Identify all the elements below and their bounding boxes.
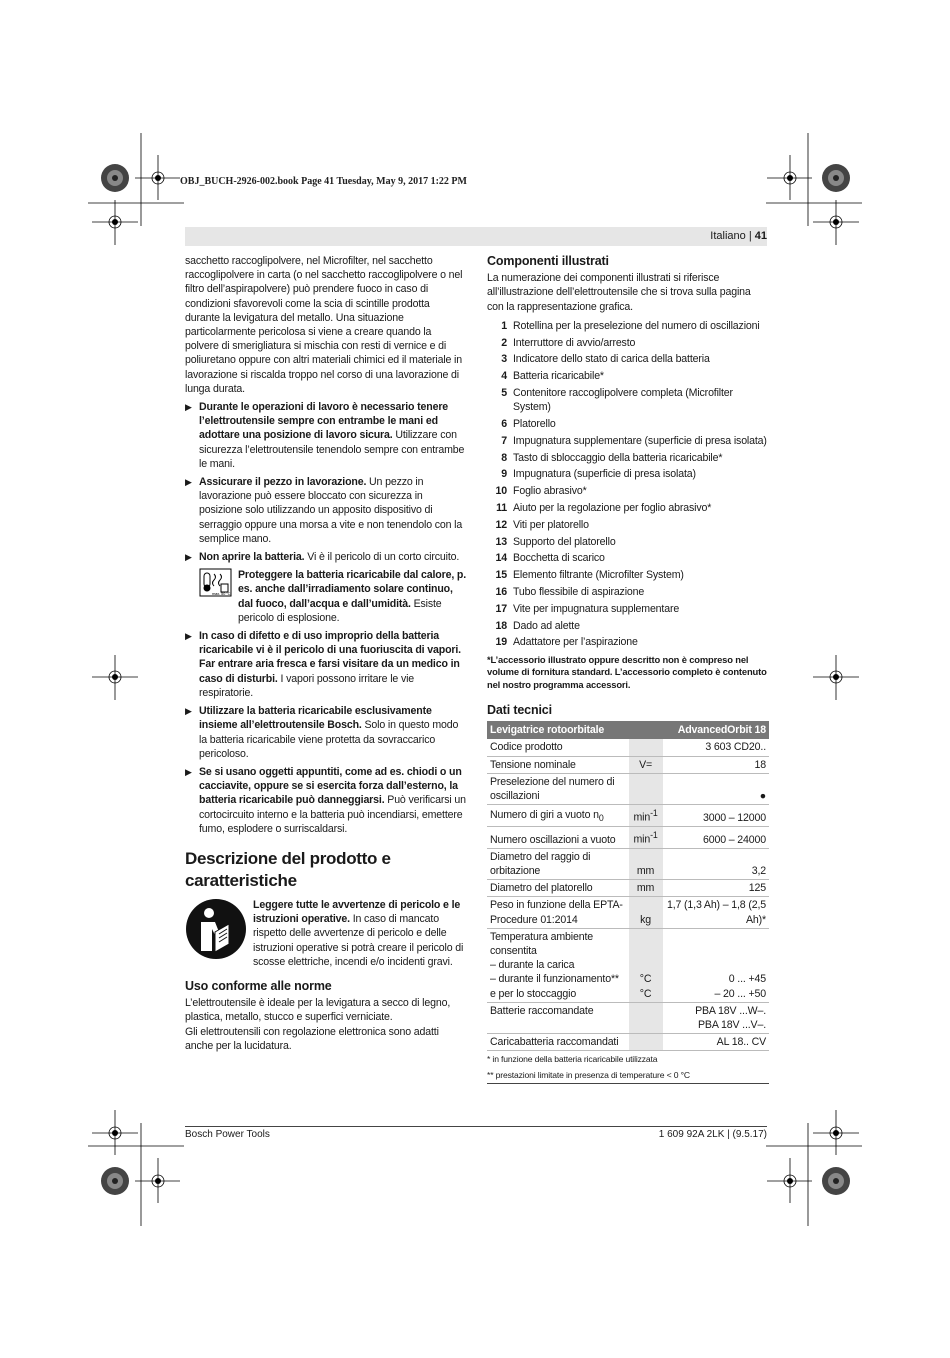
list-item: 12 Viti per platorello	[495, 518, 589, 531]
list-item: 3 Indicatore dello stato di carica della batteria	[501, 353, 710, 366]
tech-data-table	[487, 721, 769, 1051]
list-item: 5 Contenitore raccoglipolvere completa (Microfilter System)	[501, 387, 733, 414]
table-row: Codice prodotto 3 603 CD20..	[487, 739, 769, 756]
intended-use-title: Uso conforme alle norme	[185, 978, 332, 993]
list-item: 18 Dado ad alette	[495, 619, 580, 632]
table-row: Preselezione del numero di oscillazioni ●	[487, 773, 769, 804]
page-number: 41	[754, 230, 767, 242]
list-item: 14 Bocchetta di scarico	[495, 552, 605, 565]
warning-item: ▶ Utilizzare la batteria ricaricabile esclusivamente insieme all’elettroutensile Bosch. Solo in questo modo la batteria ricaricabile viene protetta da sovraccarico pericoloso.	[185, 705, 459, 760]
list-item: 8 Tasto di sbloccaggio della batteria ricaricabile*	[501, 451, 723, 464]
table-row: Batterie raccomandate PBA 18V ...W–. PBA 18V ...V–.	[487, 1002, 769, 1033]
left-column	[185, 254, 467, 1053]
list-item: 19 Adattatore per l’aspirazione	[495, 636, 638, 649]
list-item: 16 Tubo flessibile di aspirazione	[495, 585, 645, 598]
footer-brand: Bosch Power Tools	[185, 1129, 270, 1140]
section-title: Descrizione del prodotto e caratteristiche	[185, 848, 391, 890]
print-mark: OBJ_BUCH-2926-002.book Page 41 Tuesday, May 9, 2017 1:22 PM	[180, 176, 467, 187]
page-header: Italiano | 41	[710, 230, 767, 242]
list-item: 2 Interruttore di avvio/arresto	[501, 336, 636, 349]
heat-warning-icon	[199, 568, 233, 598]
list-item: 17 Vite per impugnatura supplementare	[495, 602, 680, 615]
list-item: 11 Aiuto per la regolazione per foglio abrasivo*	[496, 501, 712, 514]
bullet-triangle-icon: ▶	[185, 631, 192, 642]
warning-item: ▶ Se si usano oggetti appuntiti, come ad es. chiodi o un cacciavite, oppure se si esercita forza dall’esterno, la batteria ricaricabile può danneggiarsi. Può verificarsi un cortocircuito interno e la batteria può incendiarsi, emettere fumo, esplodere o surriscaldarsi.	[185, 765, 466, 835]
bullet-triangle-icon: ▶	[185, 552, 192, 563]
list-item: 9 Impugnatura (superficie di presa isolata)	[501, 468, 696, 481]
read-manual-icon	[185, 898, 247, 960]
list-item: 10 Foglio abrasivo*	[495, 485, 587, 498]
table-row: Numero oscillazioni a vuoto $\min^{-1}$ 6000 – 24000	[487, 827, 769, 849]
read-manual-note: Leggere tutte le avvertenze di pericolo e le istruzioni operative. In caso di mancato rispetto delle avvertenze di pericolo e delle istruzioni operative si potrà creare il pericolo di scosse elettriche, incendi e/o incidenti gravi.	[185, 898, 467, 969]
list-item: 15 Elemento filtrante (Microfilter System)	[495, 569, 684, 582]
intended-use-text: Gli elettroutensili con regolazione elettronica sono adatti anche per la lucidatura.	[185, 1025, 439, 1052]
table-row: Peso in funzione della EPTA-Procedure 01:2014 kg 1,7 (1,3 Ah) – 1,8 (2,5 Ah)*	[487, 897, 769, 928]
list-item: 4 Batteria ricaricabile*	[501, 370, 604, 383]
table-row: Caricabatteria raccomandati AL 18.. CV	[487, 1034, 769, 1051]
table-header-cell: AdvancedOrbit 18	[663, 721, 769, 739]
bullet-triangle-icon: ▶	[185, 477, 192, 488]
list-item: 6 Platorello	[501, 418, 556, 430]
right-column	[487, 254, 769, 1084]
table-header-row	[487, 721, 769, 739]
battery-heat-warning: max. 50 °C Proteggere la batteria ricaricabile dal calore, p. es. anche dall’irradiamento solare continuo, dal fuoco, dall’acqua e dall’umidità. Esiste pericolo di esplosione.	[185, 568, 467, 625]
warning-item: ▶ In caso di difetto e di uso improprio della batteria ricaricabile vi è il pericolo di una fuoriuscita di vapori. Far entrare aria fresca e farsi visitare da un medico in caso di disturbi. I vapori possono irritare le vie respiratorie.	[185, 630, 461, 699]
warning-item: ▶ Non aprire la batteria. Vi è il pericolo di un corto circuito.	[185, 551, 460, 564]
accessory-note: *L’accessorio illustrato oppure descritto non è compreso nel volume di fornitura standard. L’accessorio completo è contenuto nel nostro programma accessori.	[487, 653, 767, 690]
table-footnote: ** prestazioni limitate in presenza di temperature < 0 °C	[487, 1067, 769, 1084]
components-list	[487, 319, 769, 650]
components-title: Componenti illustrati	[487, 254, 609, 268]
table-row: Tensione nominale V= 18	[487, 756, 769, 773]
svg-text:max. 50 °C: max. 50 °C	[212, 591, 231, 597]
bullet-triangle-icon: ▶	[185, 766, 192, 777]
tech-data-title: Dati tecnici	[487, 703, 552, 718]
table-row: Diametro del platorello mm 125	[487, 880, 769, 897]
list-item: 1 Rotellina per la preselezione del numero di oscillazioni	[501, 319, 760, 332]
table-footnote: * in funzione della batteria ricaricabile utilizzata	[487, 1054, 658, 1065]
table-row: Temperatura ambiente consentita – durante la carica – durante il funzionamento** e per lo stoccaggio °C °C 0 ... +45 – 20 ... +50	[487, 928, 769, 1002]
table-row: Numero di giri a vuoto $n_0$ $\min^{-1}$ 3000 – 12000	[487, 805, 769, 827]
warning-item: ▶ Assicurare il pezzo in lavorazione. Un pezzo in lavorazione può essere bloccato con sicurezza in posizione solo utilizzando un apposito dispositivo di serraggio oppure una morsa a vite e non tenendolo con la semplice mano.	[185, 476, 463, 545]
header-bar	[185, 227, 767, 246]
header-language: Italiano	[710, 230, 746, 242]
footer-rule	[185, 1126, 767, 1127]
intro-paragraph: sacchetto raccoglipolvere, nel Microfilter, nel sacchetto raccoglipolvere in carta (o nel sacchetto raccoglipolvere o nel filtro dell’aspirapolvere) può prendere fuoco in caso di condizioni sfavorevoli come la scia di scintille prodotta durante la levigatura del metallo. Una situazione particolarmente pericolosa si viene a creare quando la polvere di smerigliatura si mischia con resti di vernice e di poliuretano oppure con altri materiali chimici ed il materiale in lavorazione si riscalda troppo nel corso di una lavorazione di lunga durata.	[185, 255, 463, 395]
bullet-triangle-icon: ▶	[185, 402, 192, 413]
table-row: Diametro del raggio di orbitazione mm 3,2	[487, 848, 769, 879]
footer-doc-id: 1 609 92A 2LK | (9.5.17)	[658, 1129, 767, 1140]
list-item: 7 Impugnatura supplementare (superficie di presa isolata)	[501, 434, 767, 447]
components-intro: La numerazione dei componenti illustrati si riferisce all’illustrazione dell’elettroutensile che si trova sulla pagina con la rappresentazione grafica.	[487, 272, 751, 313]
list-item: 13 Supporto del platorello	[495, 535, 616, 548]
table-header-cell: Levigatrice rotoorbitale	[487, 721, 663, 739]
warning-item: ▶ Durante le operazioni di lavoro è necessario tenere l’elettroutensile sempre con entrambe le mani ed adottare una posizione di lavoro sicura. Utilizzare con sicurezza l’elettroutensile tenendolo sempre con entrambe le mani.	[185, 401, 465, 470]
intended-use-text: L’elettroutensile è ideale per la levigatura a secco di legno, plastica, metallo, stucco e superfici verniciate.	[185, 997, 451, 1024]
bullet-triangle-icon: ▶	[185, 706, 192, 717]
